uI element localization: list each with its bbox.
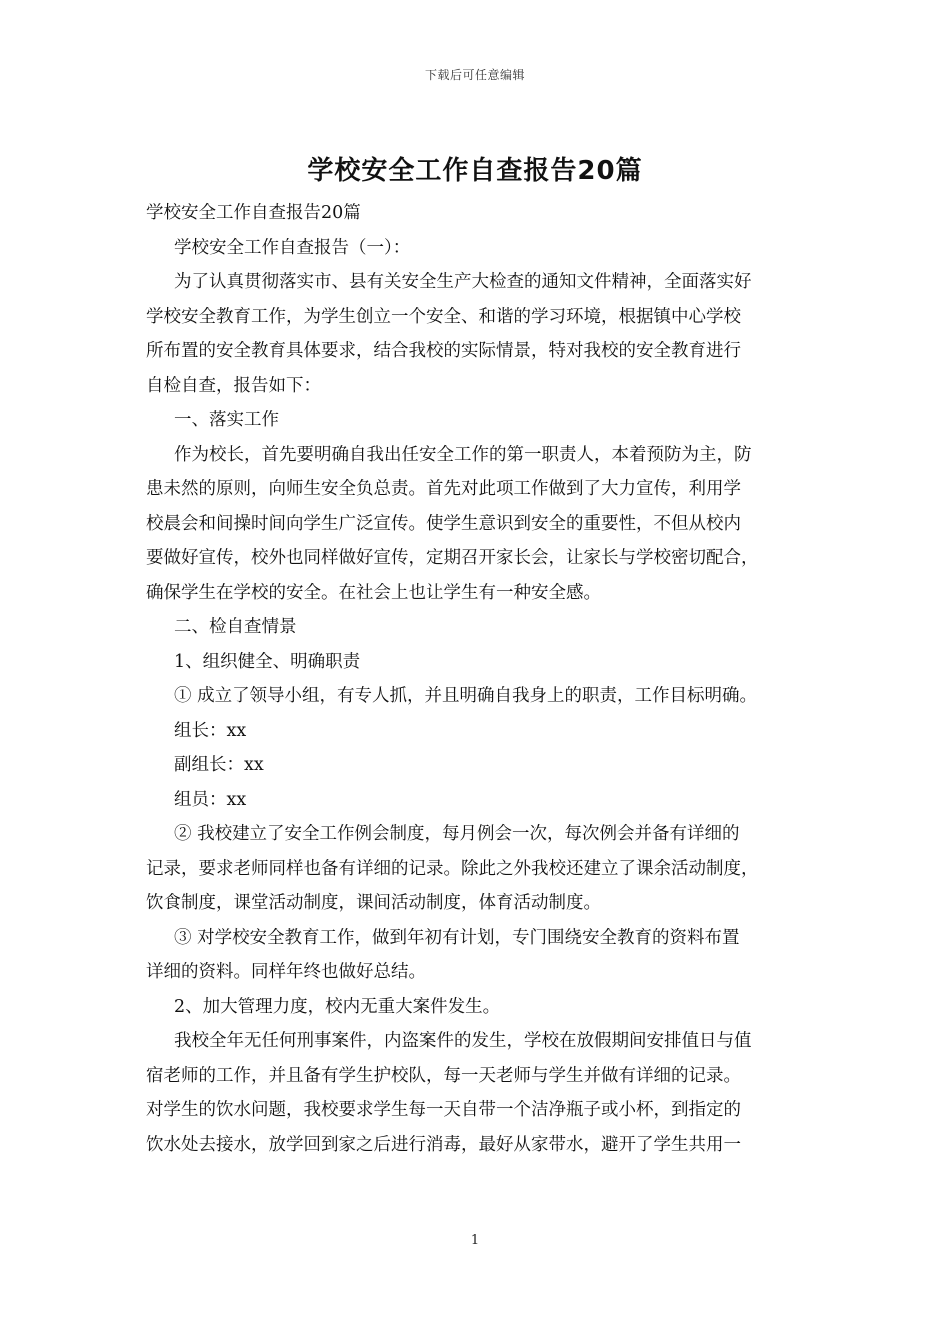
header-note: 下载后可任意编辑 (424, 68, 525, 82)
document-title: 学校安全工作自查报告20篇 (307, 156, 643, 186)
body-line: 确保学生在学校的安全。在社会上也让学生有一种安全感。 (146, 582, 601, 603)
body-line: 饮水处去接水，放学回到家之后进行消毒，最好从家带水，避开了学生共用一 (146, 1134, 741, 1155)
body-line: 对学生的饮水问题，我校要求学生每一天自带一个洁净瓶子或小杯，到指定的 (146, 1100, 741, 1120)
body-line-heading: 二、检自查情景 (174, 617, 297, 637)
body-line: 副组长：xx (174, 755, 264, 775)
body-line: 自检自查，报告如下： (146, 375, 321, 396)
body-line-subheading: 2、加大管理力度，校内无重大案件发生。 (174, 996, 501, 1017)
body-line: 宿老师的工作，并且备有学生护校队，每一天老师与学生并做有详细的记录。 (146, 1065, 741, 1086)
body-line: 组员：xx (174, 789, 247, 810)
body-line-subheading: 1、组织健全、明确职责 (174, 651, 361, 672)
body-line: ② 我校建立了安全工作例会制度，每月例会一次，每次例会并备有详细的 (174, 824, 740, 844)
body-line: 所布置的安全教育具体要求，结合我校的实际情景，特对我校的安全教育进行 (146, 341, 741, 361)
body-line: 我校全年无任何刑事案件，内盗案件的发生，学校在放假期间安排值日与值 (174, 1031, 752, 1051)
body-line: ③ 对学校安全教育工作，做到年初有计划，专门围绕安全教育的资料布置 (174, 927, 740, 948)
body-line: 为了认真贯彻落实市、县有关安全生产大检查的通知文件精神，全面落实好 (174, 272, 752, 292)
body-line: 组长：xx (174, 720, 247, 741)
body-line: ① 成立了领导小组，有专人抓，并且明确自我身上的职责，工作目标明确。 (174, 686, 758, 706)
body-line: 饮食制度，课堂活动制度，课间活动制度，体育活动制度。 (146, 893, 601, 913)
body-line: 记录，要求老师同样也备有详细的记录。除此之外我校还建立了课余活动制度， (146, 858, 759, 879)
body-line: 要做好宣传，校外也同样做好宣传，定期召开家长会，让家长与学校密切配合， (146, 548, 759, 568)
body-line-subtitle: 学校安全工作自查报告20篇 (146, 203, 361, 223)
page-number: 1 (470, 1233, 480, 1248)
body-line-section-heading: 学校安全工作自查报告（一）： (174, 237, 411, 258)
body-line: 患未然的原则，向师生安全负总责。首先对此项工作做到了大力宣传，利用学 (146, 479, 741, 499)
body-line-heading: 一、落实工作 (174, 410, 279, 430)
body-line: 学校安全教育工作，为学生创立一个安全、和谐的学习环境，根据镇中心学校 (146, 306, 741, 327)
document-body (146, 196, 806, 1162)
body-line: 作为校长，首先要明确自我出任安全工作的第一职责人，本着预防为主，防 (174, 444, 752, 465)
body-line: 详细的资料。同样年终也做好总结。 (146, 962, 426, 982)
body-line: 校晨会和间操时间向学生广泛宣传。使学生意识到安全的重要性，不但从校内 (146, 513, 741, 534)
